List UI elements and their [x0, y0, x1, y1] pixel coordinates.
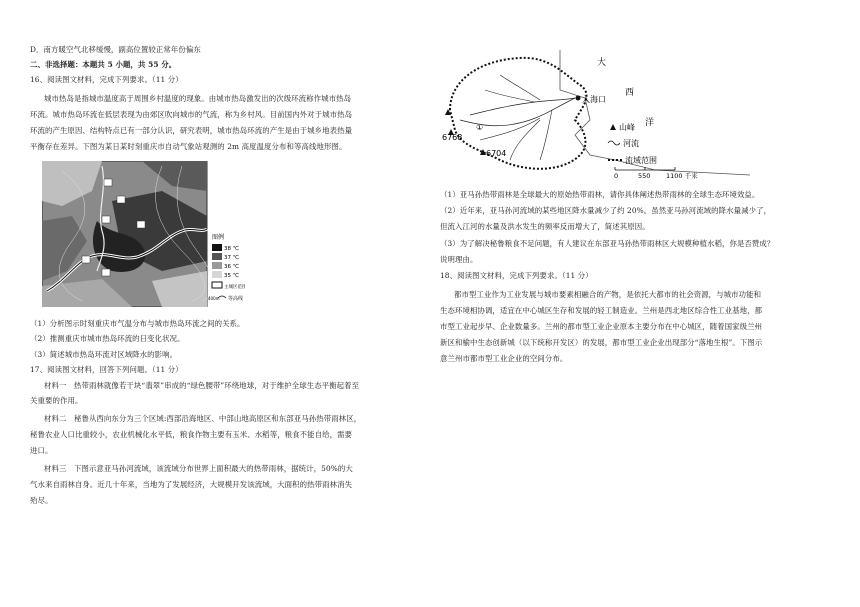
peak-label-b: 6704 [486, 149, 507, 158]
legend-38: 38 ℃ [224, 246, 239, 252]
q18-text-2: 生态环境相协调，适宜在中心城区生存和发展的轻工制造业。兰州是西北地区综合性工业基地，都 [440, 306, 763, 315]
legend-contour: 等高线 [228, 296, 244, 302]
legend-36: 36 ℃ [224, 264, 239, 270]
q17-heading: 17、阅读图文材料，回答下列问题。（11 分） [30, 365, 183, 374]
ocean-label-1: 大 [597, 58, 607, 68]
q17-material-2a: 材料二 秘鲁从西向东分为三个区域:西部沿海地区、中部山地高原区和东部亚马孙热带雨林区， [44, 414, 362, 423]
q17-sub-3b: 说明理由。 [440, 255, 478, 264]
point-marker: ① [476, 123, 484, 132]
q16-sub-2: （2）推测重庆市城市热岛环流的日变化状况。 [30, 334, 185, 343]
legend-37: 37 ℃ [224, 255, 239, 261]
q18-text-1: 都市型工业作为工业发展与城市要素相融合的产物，是依托大都市的社会资源，与城市功能和 [454, 290, 762, 299]
q18-heading: 18、阅读图文材料，完成下列要求。（11 分） [440, 271, 593, 280]
estuary-label: 入海口 [582, 95, 606, 104]
scale-1100: 1100 千米 [666, 172, 698, 180]
legend-peak-icon [610, 124, 616, 130]
q17-material-1b: 关重要的作用。 [30, 396, 83, 405]
legend-boundary: 主城区范围 [224, 285, 245, 290]
q17-material-3c: 殆尽。 [30, 496, 53, 505]
legend-river: 河流 [623, 139, 639, 148]
q18-text-5: 意兰州市都市型工业企业的空间分布。 [440, 354, 568, 363]
ocean-label-2: 西 [625, 88, 635, 98]
q17-material-1a: 材料一 热带雨林就像若干块“翡翠”串成的“绿色腰带”环绕地球，对于维护全球生态平衡起着至 [44, 381, 360, 390]
q17-material-3a: 材料三 下图示意亚马孙河流域，该流域分布世界上面积最大的热带雨林，据统计，50%的大 [44, 464, 353, 473]
legend-contour-prefix: 400m [208, 296, 220, 301]
ocean-label-3: 洋 [645, 118, 655, 128]
q18-text-4: 新区和榆中生态创新城（以下统称开发区）的发展，都市型工业企业出现部分“落地生根”。下图示 [440, 338, 763, 347]
q17-sub-2a: （2）近年来，亚马孙河流域的某些地区降水量减少了约 20%。虽然亚马孙河流域的降水量减少了， [440, 206, 772, 215]
q16-sub-1: （1）分析图示时刻重庆市气温分布与城市热岛环流之间的关系。 [30, 319, 245, 328]
q17-material-2b: 秘鲁农业人口比重较小，农业机械化水平低，粮食作物主要有玉米、水稻等，粮食不能自给，需要 [30, 430, 353, 439]
q17-material-2c: 进口。 [30, 446, 53, 455]
legend-35: 35 ℃ [224, 273, 239, 279]
q16-text-1: 城市热岛是指城市温度高于周围乡村温度的现象。由城市热岛激发出的次级环流称作城市热岛 [44, 94, 352, 103]
scale-0: 0 [614, 172, 619, 180]
legend-basin: 流域范围 [625, 156, 657, 165]
q17-sub-1: （1）亚马孙热带雨林是全球最大的原始热带雨林，请你具体阐述热带雨林的全球生态环境效益。 [440, 190, 760, 199]
peak-label-a: 6768 [442, 133, 463, 142]
legend-title: 图例 [212, 234, 225, 241]
q16-heading: 16、阅读图文材料，完成下列要求。（11 分） [30, 75, 183, 84]
q16-sub-3: （3）简述城市热岛环流对区域降水的影响。 [30, 350, 178, 359]
q17-sub-3a: （3）为了解决秘鲁粮食不足问题，有人建议在东部亚马孙热带雨林区大规模种植水稻，你是否赞成？ [440, 239, 775, 248]
q16-text-4: 平衡存在差异。下图为某日某时刻重庆市自动气象站观测的 2m 高度温度分布和等高线地形图。 [30, 142, 347, 151]
scale-550: 550 [638, 172, 651, 180]
option-d: D．南方暖空气北移缓慢，副高位置较正常年份偏东 [30, 45, 201, 54]
legend-peak: 山峰 [619, 123, 635, 132]
amazon-basin-map [440, 50, 820, 180]
q17-sub-2b: 但流入江河的水量及洪水发生的频率反而增大了，简述其原因。 [440, 222, 650, 231]
section-heading: 二、非选择题：本题共 5 小题，共 55 分。 [30, 60, 177, 69]
q18-text-3: 市型工业起步早、企业数量多。兰州的都市型工业企业原本主要分布在中心城区，随着国家级兰州 [440, 322, 763, 331]
legend-river-icon [608, 141, 620, 145]
q17-material-3b: 气水来自雨林自身。近几十年来，当地为了发展经济，大规模开发该流域，大面积的热带雨林消失 [30, 480, 353, 489]
chongqing-temperature-map [42, 161, 245, 307]
q16-text-3: 环流的产生原因、结构特点已有一部分认识，研究表明，城市热岛环流的产生是由于城乡地表热量 [30, 126, 353, 135]
q16-text-2: 环流。城市热岛环流在低层表现为由郊区吹向城市的气流，称为乡村风。目前国内外对于城市热岛 [30, 110, 353, 119]
